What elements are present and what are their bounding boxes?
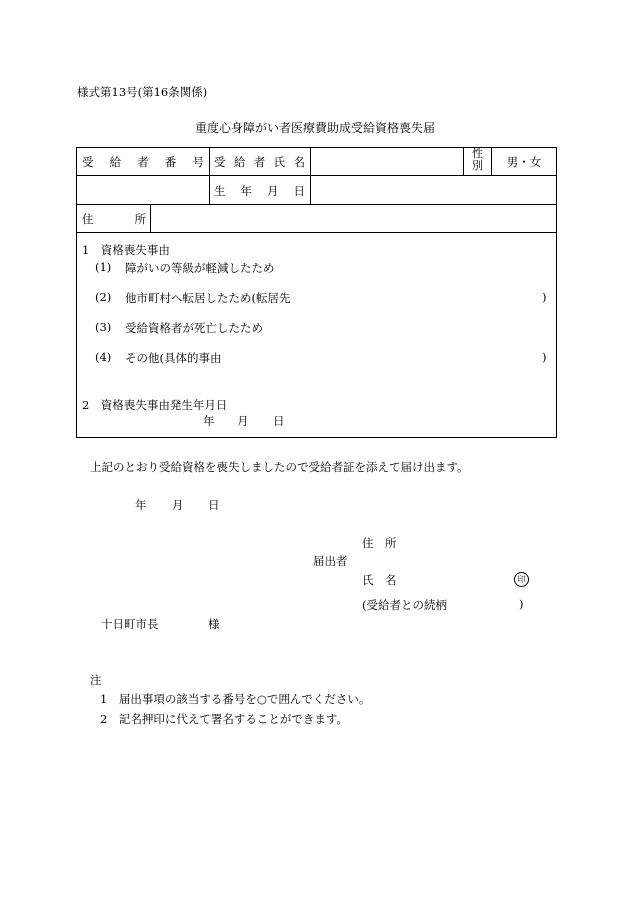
occurrence-date-heading: 2 資格喪失事由発生年月日 (82, 398, 228, 412)
reason-item-2-close: ) (542, 290, 547, 304)
reason-item-4-number[interactable]: (4) (95, 350, 112, 364)
occurrence-date-month: 月 (237, 414, 249, 428)
gender-label: 性 別 (472, 147, 483, 172)
addressee-honorific: 様 (208, 617, 220, 631)
note-item-2: 2 記名押印に代えて署名することができます。 (100, 712, 348, 726)
occurrence-date-year: 年 (203, 414, 215, 428)
reason-item-3-text: 受給資格者が死亡したため (125, 321, 263, 335)
reason-item-4-close: ) (542, 350, 547, 364)
reason-item-1-text: 障がいの等級が軽減したため (125, 261, 275, 275)
address-label: 住 所 (82, 212, 146, 226)
reason-item-3-number[interactable]: (3) (95, 320, 112, 334)
note-item-1: 1 届出事項の該当する番号を○で囲んでください。 (100, 692, 371, 706)
relationship-label: (受給者との続柄 (362, 598, 447, 612)
occurrence-date-day: 日 (273, 414, 285, 428)
birthdate-field[interactable] (311, 176, 556, 204)
form-title: 重度心身障がい者医療費助成受給資格喪失届 (194, 121, 435, 135)
address-field[interactable] (151, 205, 556, 232)
notes-heading: 注 (90, 673, 102, 687)
filing-date-day: 日 (208, 498, 220, 512)
form-number: 様式第13号(第16条関係) (77, 85, 208, 99)
notifier-name-label: 氏 名 (362, 573, 397, 587)
reason-item-4-text: その他(具体的事由 (125, 351, 222, 365)
gender-options[interactable]: 男・女 (506, 155, 542, 169)
relationship-close: ) (519, 597, 524, 611)
filing-date-month: 月 (172, 498, 184, 512)
recipient-number-field[interactable] (77, 176, 209, 204)
filing-date-year: 年 (135, 498, 147, 512)
seal-mark: 印 (514, 572, 529, 587)
recipient-name-label: 受 給 者 氏 名 (214, 155, 305, 169)
recipient-name-field[interactable] (311, 148, 463, 175)
recipient-number-label: 受 給 者 番 号 (82, 155, 204, 169)
addressee-name: 十日町市長 (101, 617, 159, 631)
birthdate-label: 生 年 月 日 (214, 184, 305, 198)
notifier-address-label: 住 所 (362, 536, 397, 550)
reason-heading: 1 資格喪失事由 (82, 243, 170, 257)
reason-item-1-number[interactable]: (1) (95, 260, 112, 274)
statement-text: 上記のとおり受給資格を喪失しましたので受給者証を添えて届け出ます。 (90, 460, 469, 474)
reason-item-2-number[interactable]: (2) (95, 290, 112, 304)
reason-item-2-text: 他市町村へ転居したため(転居先 (125, 291, 291, 305)
notifier-label: 届出者 (313, 554, 348, 568)
